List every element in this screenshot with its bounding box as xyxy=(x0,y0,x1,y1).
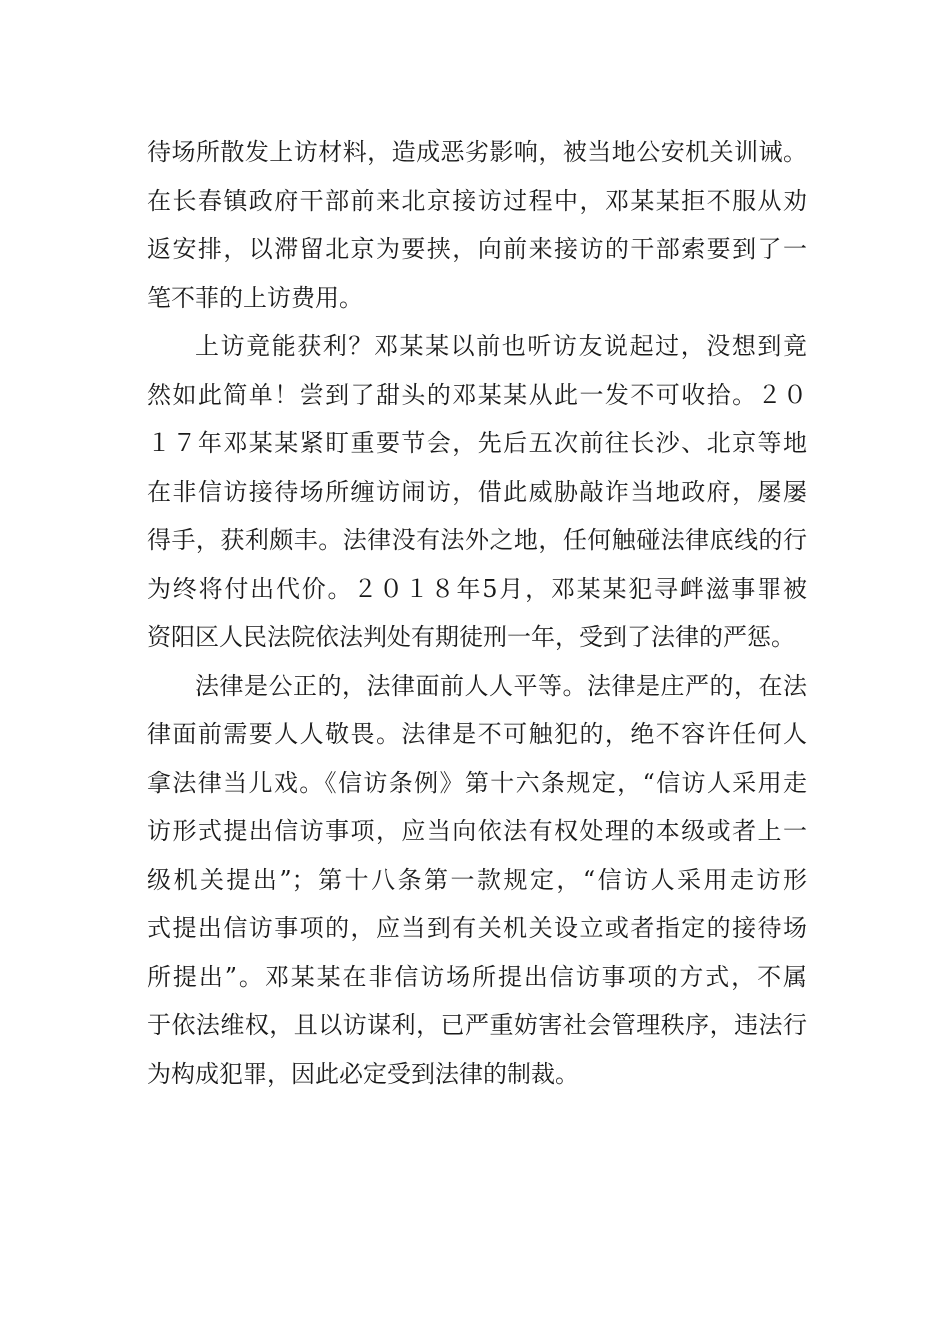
document-body xyxy=(147,128,807,1098)
paragraph-line: 笔不菲的上访费用。 xyxy=(147,283,363,312)
paragraph-line: 上访竟能获利？邓某某以前也听访友说起过，没想到竟 xyxy=(195,332,807,360)
paragraph-line: １７年邓某某紧盯重要节会，先后五次前往长沙、北京等地 xyxy=(147,429,807,457)
paragraph-line: 所提出”。邓某某在非信访场所提出信访事项的方式，不属 xyxy=(147,962,807,991)
paragraph-line: 律面前需要人人敬畏。法律是不可触犯的，绝不容许任何人 xyxy=(147,720,807,748)
paragraph-line: 在非信访接待场所缠访闹访，借此威胁敲诈当地政府，屡屡 xyxy=(147,477,807,506)
paragraph-line: 拿法律当儿戏。《信访条例》第十六条规定，“信访人采用走 xyxy=(147,768,807,797)
paragraph-2 xyxy=(147,322,807,662)
paragraph-line: 在长春镇政府干部前来北京接访过程中，邓某某拒不服从劝 xyxy=(147,186,807,215)
paragraph-line: 返安排，以滞留北京为要挟，向前来接访的干部索要到了一 xyxy=(147,235,807,263)
paragraph-line: 待场所散发上访材料，造成恶劣影响，被当地公安机关训诫。 xyxy=(147,138,807,166)
paragraph-line: 为构成犯罪，因此必定受到法律的制裁。 xyxy=(147,1059,579,1088)
paragraph-line: 于依法维权，且以访谋利，已严重妨害社会管理秩序，违法行 xyxy=(147,1011,807,1039)
paragraph-line: 得手，获利颇丰。法律没有法外之地，任何触碰法律底线的行 xyxy=(147,526,807,554)
paragraph-line: 资阳区人民法院依法判处有期徒刑一年，受到了法律的严惩。 xyxy=(147,623,795,651)
paragraph-line: 级机关提出”；第十八条第一款规定，“信访人采用走访形 xyxy=(147,865,807,894)
paragraph-line: 法律是公正的，法律面前人人平等。法律是庄严的，在法 xyxy=(195,671,807,700)
paragraph-line: 访形式提出信访事项，应当向依法有权处理的本级或者上一 xyxy=(147,817,807,845)
paragraph-line: 为终将付出代价。２０１８年5月，邓某某犯寻衅滋事罪被 xyxy=(147,574,807,603)
paragraph-line: 式提出信访事项的，应当到有关机关设立或者指定的接待场 xyxy=(147,914,807,942)
paragraph-line: 然如此简单！尝到了甜头的邓某某从此一发不可收拾。２０ xyxy=(147,380,807,409)
paragraph-3 xyxy=(147,662,807,1099)
paragraph-1 xyxy=(147,128,807,322)
